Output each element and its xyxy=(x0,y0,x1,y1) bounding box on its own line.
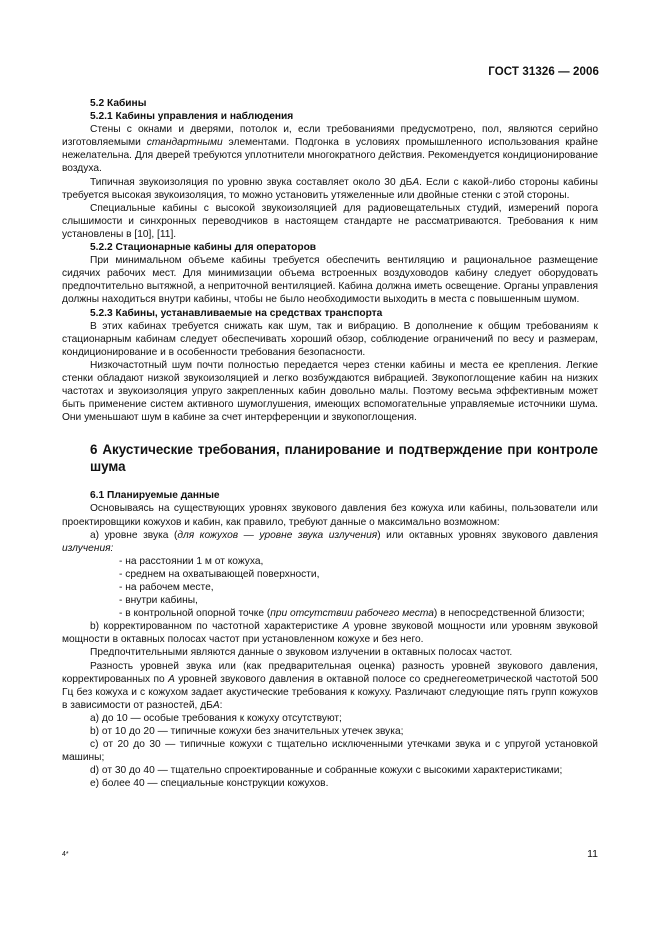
section-heading-6: 6 Акустические требования, планирование и подтверждение при контроле шума xyxy=(90,442,598,475)
paragraph: Низкочастотный шум почти полностью передается через стенки кабины и места ее крепления. Легкие стенки обладают низкой звукоизоляцией и легко возбуждаются вибрацией. Звукопоглощение кабин на низких частотах и звукоизоляция упруго закрепленных кабин довольно малы. Поэтому весьма эффективным может быть применение систем активного шумоглушения, имеющих вспомогательные управляемые источники шума. Они уменьшают шум в кабине за счет интерференции и звукопоглощения. xyxy=(62,359,598,424)
group-item: с) от 20 до 30 — типичные кожухи с тщательно исключенными утечками звука и с упругой установкой машины; xyxy=(62,739,598,764)
paragraph: Основываясь на существующих уровнях звукового давления без кожуха или кабины, пользователи или проектировщики кожухов и кабин, как правило, требуют данные о максимально возможном: xyxy=(62,503,598,528)
sheet-mark: 4* xyxy=(62,851,69,858)
paragraph: Разность уровней звука или (как предварительная оценка) разность уровней звукового давления, корректированных по А уровней звукового давления в октавной полосе со среднегеометрической частотой 500 Гц без кожуха и с кожухом задает акустические требования к кожуху. Различают следующие пять групп кожухов в зависимости от разностей, дБА: xyxy=(62,660,598,711)
paragraph: При минимальном объеме кабины требуется обеспечить вентиляцию и рациональное размещение сидячих рабочих мест. Для минимизации объема встроенных воздуховодов кабину следует оборудовать предпочтительно вытяжной, а неприточной вентиляцией. Кабина должна иметь освещение. Органы управления должны находиться внутри кабины, чтобы не было необходимости выходить в места с повышенным шумом. xyxy=(62,255,598,306)
group-item: е) более 40 — специальные конструкции кожухов. xyxy=(90,778,329,790)
list-item-b: b) корректированном по частотной характеристике А уровне звуковой мощности или уровням звуковой мощности в октавных полосах частот при установленном кожухе и без него. xyxy=(62,621,598,646)
list-item-a: а) уровне звука (для кожухов — уровне звука излучения) или октавных уровнях звукового давления излучения: xyxy=(62,529,598,554)
document-body xyxy=(62,97,598,791)
section-heading-6-1: 6.1 Планируемые данные xyxy=(90,490,220,502)
dash-item: - среднем на охватывающей поверхности, xyxy=(119,568,320,580)
section-heading-5-2-2: 5.2.2 Стационарные кабины для операторов xyxy=(90,242,317,254)
paragraph: Стены с окнами и дверями, потолок и, если требованиями предусмотрено, пол, являются серийно изготовляемыми стандартными элементами. Подгонка в условиях промышленного использования крайне нежелательна. Для дверей требуются уплотнители многократного действия. Рекомендуется кондиционирование воздуха. xyxy=(62,124,599,175)
group-item: а) до 10 — особые требования к кожуху отсутствуют; xyxy=(90,712,342,724)
section-heading-5-2-1: 5.2.1 Кабины управления и наблюдения xyxy=(90,111,294,123)
dash-item: - на рабочем месте, xyxy=(119,582,214,593)
dash-item: - в контрольной опорной точке (при отсутствии рабочего места) в непосредственной близости; xyxy=(119,608,585,620)
dash-item: - на расстоянии 1 м от кожуха, xyxy=(119,555,264,567)
paragraph: Специальные кабины с высокой звукоизоляцией для радиовещательных студий, измерений порога слышимости и синхронных переводчиков в настоящем стандарте не рассматриваются. Требования к ним установлены в [10], [11]. xyxy=(62,202,598,240)
paragraph: Типичная звукоизоляция по уровню звука составляет около 30 дБА. Если с какой-либо стороны кабины требуется высокая звукоизоляция, то можно установить утяжеленные или двойные стенки с этой стороны. xyxy=(62,176,599,201)
section-heading-5-2: 5.2 Кабины xyxy=(90,98,147,109)
dash-item: - внутри кабины, xyxy=(119,595,198,607)
section-heading-5-2-3: 5.2.3 Кабины, устанавливаемые на средствах транспорта xyxy=(90,307,383,319)
document-header: ГОСТ 31326 — 2006 xyxy=(488,66,599,78)
group-item: b) от 10 до 20 — типичные кожухи без значительных утечек звука; xyxy=(90,726,404,738)
group-item: d) от 30 до 40 — тщательно спроектированные и собранные кожухи с высокими характеристиками; xyxy=(90,765,563,777)
paragraph: В этих кабинах требуется снижать как шум, так и вибрацию. В дополнение к общим требованиям к стационарным кабинам следует обеспечивать хороший обзор, соблюдение ограничений по весу и размерам, кондиционирование и в особенности требования безопасности. xyxy=(62,320,598,358)
paragraph: Предпочтительными являются данные о звуковом излучении в октавных полосах частот. xyxy=(90,647,513,659)
page-number: 11 xyxy=(587,848,598,860)
